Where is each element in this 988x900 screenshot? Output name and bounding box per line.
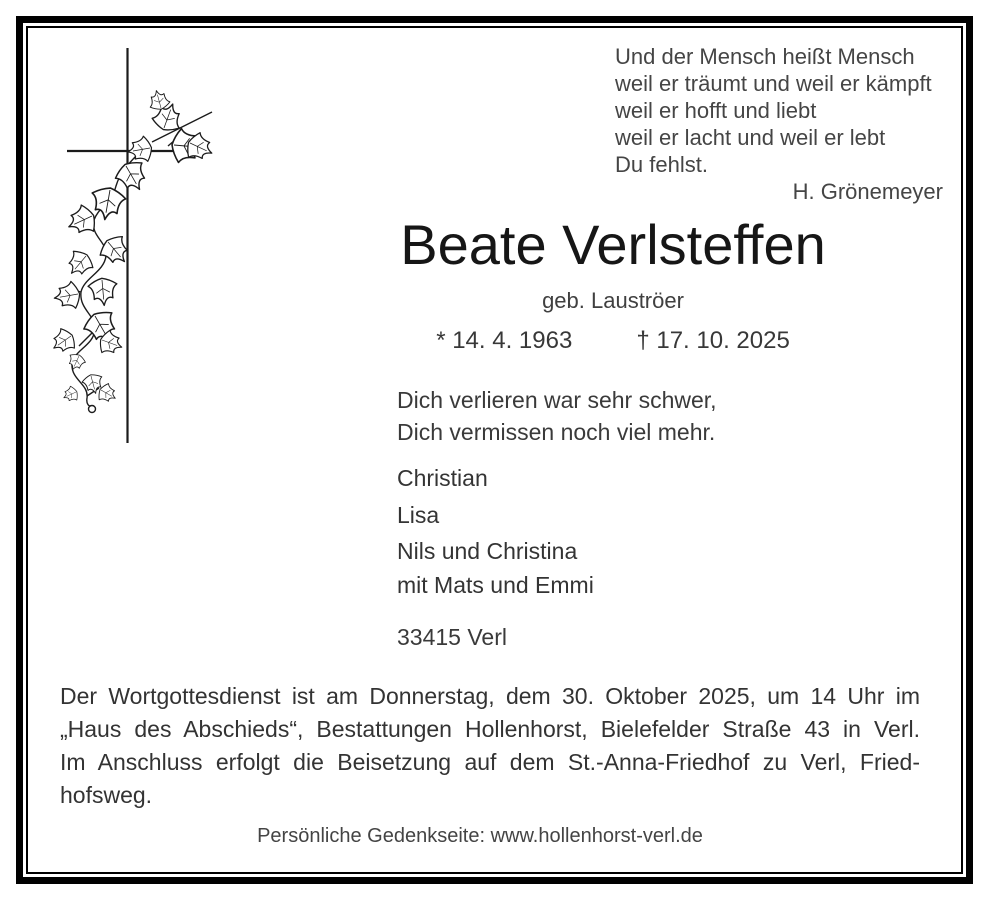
memorial-url: www.hollenhorst-verl.de <box>490 825 703 847</box>
poem-attribution: H. Grönemeyer <box>792 179 943 204</box>
birth-date: * 14. 4. 1963 <box>436 327 573 354</box>
poem-line: weil er träumt und weil er kämpft <box>615 71 932 96</box>
announcements <box>60 680 920 812</box>
deceased-name: Beate Verlsteffen <box>400 213 826 276</box>
verse-line: Dich verlieren war sehr schwer, <box>397 387 717 413</box>
maiden-name: geb. Lauströer <box>542 288 684 313</box>
life-dates <box>283 326 943 356</box>
ivy-leaves <box>47 88 218 406</box>
poem-line: weil er lacht und weil er lebt <box>615 125 886 150</box>
verse-line: Dich vermissen noch viel mehr. <box>397 419 716 445</box>
condolence-verse <box>397 384 717 448</box>
mourner-name: Christian <box>397 465 488 491</box>
service-info: Der Wortgottesdienst ist am Donnerstag, dem 30. Oktober 2025, um 14 Uhr im „Haus des Abschieds“, Bestattungen Hollenhorst, Bielefelder Straße 43 in Verl. <box>60 683 920 742</box>
burial-info: Im Anschluss erfolgt die Beisetzung auf dem St.-Anna-Friedhof zu Verl, Friedhofsweg. <box>60 749 920 808</box>
poem-line: weil er hofft und liebt <box>615 98 817 123</box>
mourner-name: Nils und Christina <box>397 538 578 564</box>
memorial-label: Persönliche Gedenkseite: <box>257 825 486 847</box>
residence: 33415 Verl <box>397 624 507 650</box>
poem-line: Und der Mensch heißt Mensch <box>615 44 915 69</box>
mourners-list <box>397 460 594 602</box>
cross-ivy-artwork <box>40 40 250 470</box>
memorial-line <box>60 821 900 851</box>
death-date: † 17. 10. 2025 <box>636 327 790 354</box>
mourner-name: Lisa <box>397 502 440 528</box>
mourner-name: mit Mats und Emmi <box>397 572 594 598</box>
poem-line: Du fehlst. <box>615 152 708 177</box>
poem <box>615 43 943 205</box>
